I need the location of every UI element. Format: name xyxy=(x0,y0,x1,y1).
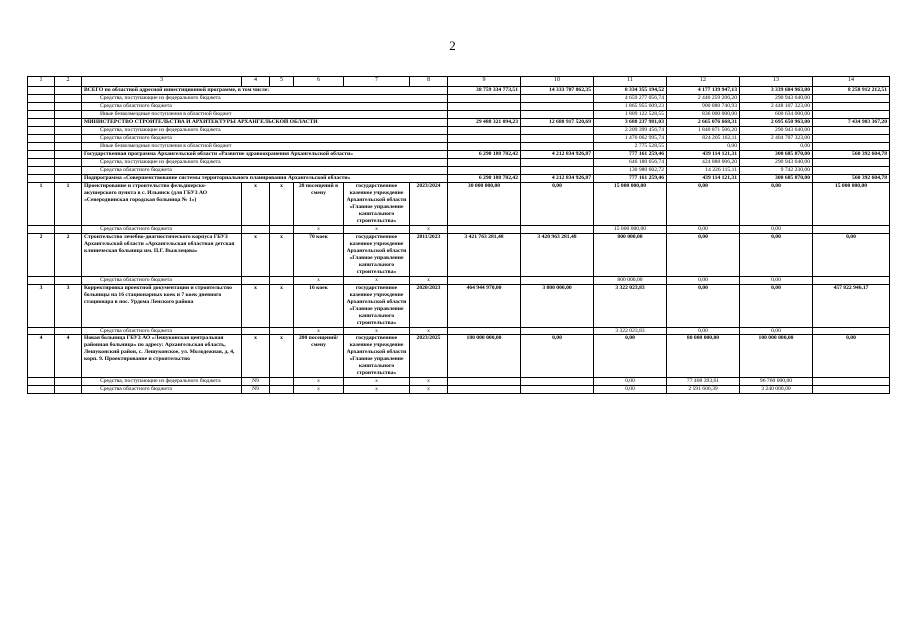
amount-cell: 824 205 162,11 xyxy=(667,134,740,142)
amount-cell xyxy=(448,386,521,394)
table-cell xyxy=(28,94,55,102)
capacity-cell: 16 коек xyxy=(294,284,344,327)
row-number: 4 xyxy=(55,335,82,378)
customer-cell: государственное казенное учреждение Архангельской области «Главное управление капитального строительства» xyxy=(344,335,410,378)
amount-cell xyxy=(448,94,521,102)
table-cell: x xyxy=(344,225,410,233)
row-label: Средства областного бюджета xyxy=(82,134,448,142)
amount-cell: 38 759 334 773,51 xyxy=(448,87,521,95)
investment-program-table xyxy=(27,76,890,394)
table-cell xyxy=(28,102,55,110)
amount-cell: 0,00 xyxy=(667,182,740,225)
amount-cell: 9 742 230,00 xyxy=(740,166,813,174)
amount-cell: 0,00 xyxy=(667,142,740,150)
amount-cell: 0,00 xyxy=(813,335,890,378)
amount-cell: 8 258 912 212,51 xyxy=(813,87,890,95)
table-cell xyxy=(28,327,55,335)
column-header: 14 xyxy=(813,77,890,87)
table-cell: x xyxy=(294,378,344,386)
table-row xyxy=(28,166,890,174)
amount-cell: 15 000 000,00 xyxy=(813,182,890,225)
amount-cell xyxy=(813,102,890,110)
row-number: 1 xyxy=(55,182,82,225)
amount-cell: 0,00 xyxy=(594,335,667,378)
table-cell xyxy=(270,386,294,394)
funding-source-label: Средства, поступающие из федерального бюджета xyxy=(82,378,242,386)
row-number: 2 xyxy=(55,233,82,276)
amount-cell xyxy=(813,110,890,118)
table-cell xyxy=(55,225,82,233)
amount-cell: 836 000 000,00 xyxy=(667,110,740,118)
funding-source-row xyxy=(28,276,890,284)
amount-cell: 800 000,00 xyxy=(594,276,667,284)
project-name: Новая больница ГБУЗ АО «Лешуконская центральная районная больница» по адресу: Архангельская область, Лешуконский район, с. Лешуконское, ул. Молодежная, д. 4, корп. 9. Проектирование и строительство xyxy=(82,335,242,378)
period-cell: 2011/2023 xyxy=(410,233,448,276)
amount-cell: 4 212 834 926,87 xyxy=(521,150,594,158)
amount-cell: 77 408 393,61 xyxy=(667,378,740,386)
amount-cell: 80 000 000,00 xyxy=(667,335,740,378)
amount-cell xyxy=(521,126,594,134)
column-header: 7 xyxy=(344,77,410,87)
amount-cell: 2 591 606,39 xyxy=(667,386,740,394)
amount-cell xyxy=(521,327,594,335)
table-cell: x xyxy=(410,386,448,394)
amount-cell: 0,00 xyxy=(667,284,740,327)
row-label: ВСЕГО по областной адресной инвестиционной программе, в том числе: xyxy=(82,87,448,95)
amount-cell: 4 659 277 056,74 xyxy=(594,94,667,102)
project-row xyxy=(28,335,890,378)
row-number: 3 xyxy=(55,284,82,327)
table-cell xyxy=(270,225,294,233)
table-cell xyxy=(55,276,82,284)
amount-cell: 0,00 xyxy=(667,327,740,335)
table-cell: x xyxy=(242,182,270,225)
amount-cell: 290 943 640,00 xyxy=(740,126,813,134)
amount-cell: 290 943 640,00 xyxy=(740,158,813,166)
table-cell xyxy=(55,110,82,118)
funding-source-label: Средства областного бюджета xyxy=(82,276,242,284)
amount-cell: 8 334 355 194,52 xyxy=(594,87,667,95)
column-header: 12 xyxy=(667,77,740,87)
amount-cell: 0,00 xyxy=(594,386,667,394)
table-cell xyxy=(55,174,82,182)
amount-cell xyxy=(448,166,521,174)
table-cell xyxy=(28,87,55,95)
amount-cell: 29 488 321 094,23 xyxy=(448,118,521,126)
amount-cell xyxy=(813,276,890,284)
table-cell xyxy=(28,134,55,142)
table-cell xyxy=(28,276,55,284)
table-cell xyxy=(55,386,82,394)
amount-cell: 2 665 076 668,31 xyxy=(667,118,740,126)
row-label: Средства, поступающие из федерального бюджета xyxy=(82,94,448,102)
table-cell: x xyxy=(344,276,410,284)
amount-cell xyxy=(521,134,594,142)
table-cell: x xyxy=(294,327,344,335)
table-row xyxy=(28,142,890,150)
amount-cell xyxy=(521,225,594,233)
amount-cell xyxy=(813,134,890,142)
amount-cell: 30 000 000,00 xyxy=(448,182,521,225)
amount-cell: 290 943 640,00 xyxy=(740,94,813,102)
row-number: 4 xyxy=(28,335,55,378)
column-header: 4 xyxy=(242,77,270,87)
amount-cell: 14 333 707 862,35 xyxy=(521,87,594,95)
amount-cell: 3 322 023,83 xyxy=(594,327,667,335)
amount-cell: 600 634 000,00 xyxy=(740,110,813,118)
table-cell xyxy=(28,386,55,394)
amount-cell xyxy=(448,134,521,142)
amount-cell: 3 322 023,83 xyxy=(594,284,667,327)
table-cell xyxy=(28,118,55,126)
amount-cell: 6 290 188 782,42 xyxy=(448,174,521,182)
table-cell: x xyxy=(242,335,270,378)
table-cell xyxy=(242,327,270,335)
amount-cell: 96 760 000,00 xyxy=(740,378,813,386)
amount-cell: 777 161 259,46 xyxy=(594,150,667,158)
amount-cell: 646 180 656,74 xyxy=(594,158,667,166)
table-cell xyxy=(28,150,55,158)
amount-cell xyxy=(813,166,890,174)
capacity-cell: 20 посещений в смену xyxy=(294,182,344,225)
table-cell: x xyxy=(294,225,344,233)
amount-cell xyxy=(813,142,890,150)
amount-cell: 464 944 970,00 xyxy=(448,284,521,327)
column-header: 8 xyxy=(410,77,448,87)
amount-cell: 439 114 121,31 xyxy=(667,174,740,182)
project-name: Строительство лечебно-диагностического корпуса ГБУЗ Архангельской области «Архангельская областная детская клиническая больница им. П.Г. Выжлецова» xyxy=(82,233,242,276)
table-cell xyxy=(28,126,55,134)
table-cell: x xyxy=(410,276,448,284)
amount-cell: 777 161 259,46 xyxy=(594,174,667,182)
table-cell: x xyxy=(344,386,410,394)
table-row xyxy=(28,102,890,110)
funding-source-row xyxy=(28,378,890,386)
funding-source-label: Средства областного бюджета xyxy=(82,386,242,394)
row-label: Средства, поступающие из федерального бюджета xyxy=(82,158,448,166)
amount-cell xyxy=(521,276,594,284)
amount-cell: 900 880 740,93 xyxy=(667,102,740,110)
amount-cell: 1 865 955 609,23 xyxy=(594,102,667,110)
amount-cell xyxy=(521,378,594,386)
row-label: Государственная программа Архангельской области «Развитие здравоохранения Архангельской области» xyxy=(82,150,448,158)
amount-cell: 457 822 946,17 xyxy=(813,284,890,327)
table-cell xyxy=(55,134,82,142)
column-header: 3 xyxy=(82,77,242,87)
table-cell: x xyxy=(294,386,344,394)
row-label: Иные безвозмездные поступления в областной бюджет xyxy=(82,142,448,150)
customer-cell: государственное казенное учреждение Архангельской области «Главное управление капитального строительства» xyxy=(344,182,410,225)
amount-cell xyxy=(813,94,890,102)
funding-source-row xyxy=(28,327,890,335)
amount-cell: 0,00 xyxy=(740,182,813,225)
column-number-row xyxy=(28,77,890,87)
table-row xyxy=(28,150,890,158)
table-cell xyxy=(28,110,55,118)
amount-cell: 3 339 684 963,00 xyxy=(740,87,813,95)
table-cell xyxy=(28,166,55,174)
amount-cell: 0,00 xyxy=(521,182,594,225)
table-row xyxy=(28,94,890,102)
table-cell: x xyxy=(410,225,448,233)
amount-cell: 0,00 xyxy=(740,327,813,335)
amount-cell: 0,00 xyxy=(740,276,813,284)
capacity-cell: 70 коек xyxy=(294,233,344,276)
table-cell xyxy=(55,87,82,95)
table-cell xyxy=(28,225,55,233)
amount-cell: 560 392 604,78 xyxy=(813,174,890,182)
column-header: 10 xyxy=(521,77,594,87)
amount-cell: 7 434 903 367,20 xyxy=(813,118,890,126)
amount-cell: 0,00 xyxy=(813,233,890,276)
funding-source-row xyxy=(28,225,890,233)
table-cell: x xyxy=(242,233,270,276)
column-header: 2 xyxy=(55,77,82,87)
funding-source-label: Средства областного бюджета xyxy=(82,327,242,335)
amount-cell: 1 476 062 995,74 xyxy=(594,134,667,142)
amount-cell xyxy=(448,378,521,386)
table-cell xyxy=(270,276,294,284)
amount-cell: 100 000 000,00 xyxy=(740,335,813,378)
amount-cell: 3 421 763 281,48 xyxy=(448,233,521,276)
project-name: Проектирование и строительство фельдшерско-акушерского пункта в с. Ильинск (для ГБУЗ АО «Северодвинская городская больница № 1») xyxy=(82,182,242,225)
table-row xyxy=(28,134,890,142)
table-cell xyxy=(55,166,82,174)
table-cell: x xyxy=(270,233,294,276)
amount-cell: 12 688 917 520,69 xyxy=(521,118,594,126)
row-number: 3 xyxy=(28,284,55,327)
amount-cell: 130 980 602,72 xyxy=(594,166,667,174)
table-cell: x xyxy=(410,327,448,335)
amount-cell: 2 404 707 323,00 xyxy=(740,134,813,142)
amount-cell xyxy=(521,110,594,118)
amount-cell: 15 000 000,00 xyxy=(594,225,667,233)
amount-cell: 300 685 870,00 xyxy=(740,174,813,182)
amount-cell: 15 000 000,00 xyxy=(594,182,667,225)
amount-cell: 560 392 604,78 xyxy=(813,150,890,158)
capacity-cell: 200 посещений/смену xyxy=(294,335,344,378)
amount-cell: 800 000,00 xyxy=(594,233,667,276)
period-cell: 2023/2024 xyxy=(410,182,448,225)
amount-cell: 3 688 237 981,03 xyxy=(594,118,667,126)
table-cell xyxy=(55,378,82,386)
row-label: Средства, поступающие из федерального бюджета xyxy=(82,126,448,134)
customer-cell: государственное казенное учреждение Архангельской области «Главное управление капитального строительства» xyxy=(344,233,410,276)
amount-cell: 0,00 xyxy=(594,378,667,386)
amount-cell: 1 809 122 528,55 xyxy=(594,110,667,118)
table-cell: x xyxy=(270,284,294,327)
amount-cell: 0,00 xyxy=(740,142,813,150)
amount-cell xyxy=(521,142,594,150)
column-header: 5 xyxy=(270,77,294,87)
amount-cell xyxy=(813,327,890,335)
amount-cell: 2 440 259 206,20 xyxy=(667,94,740,102)
amount-cell xyxy=(448,110,521,118)
amount-cell xyxy=(448,102,521,110)
amount-cell xyxy=(521,102,594,110)
amount-cell: 4 177 139 947,13 xyxy=(667,87,740,95)
row-label: Иные безвозмездные поступления в областной бюджет xyxy=(82,110,448,118)
table-cell: x xyxy=(270,182,294,225)
table-cell xyxy=(28,142,55,150)
table-cell: N9 xyxy=(242,378,270,386)
table-cell: x xyxy=(410,378,448,386)
table-cell xyxy=(28,174,55,182)
amount-cell xyxy=(448,327,521,335)
funding-source-row xyxy=(28,386,890,394)
table-row xyxy=(28,158,890,166)
amount-cell: 3 800 000,00 xyxy=(521,284,594,327)
amount-cell: 14 226 115,11 xyxy=(667,166,740,174)
amount-cell: 0,00 xyxy=(740,225,813,233)
amount-cell: 0,00 xyxy=(667,233,740,276)
funding-source-label: Средства областного бюджета xyxy=(82,225,242,233)
row-label: Средства областного бюджета xyxy=(82,102,448,110)
table-cell xyxy=(270,378,294,386)
table-cell: x xyxy=(344,327,410,335)
row-number: 2 xyxy=(28,233,55,276)
amount-cell: 0,00 xyxy=(740,233,813,276)
amount-cell xyxy=(448,158,521,166)
amount-cell xyxy=(813,225,890,233)
amount-cell: 180 000 000,00 xyxy=(448,335,521,378)
amount-cell: 2 695 650 963,00 xyxy=(740,118,813,126)
period-cell: 2023/2025 xyxy=(410,335,448,378)
table-cell xyxy=(242,225,270,233)
table-cell xyxy=(55,118,82,126)
amount-cell xyxy=(521,94,594,102)
amount-cell xyxy=(448,225,521,233)
amount-cell: 0,00 xyxy=(667,276,740,284)
amount-cell: 6 290 188 782,42 xyxy=(448,150,521,158)
amount-cell: 424 888 006,20 xyxy=(667,158,740,166)
table-cell: x xyxy=(294,276,344,284)
amount-cell: 1 840 871 506,20 xyxy=(667,126,740,134)
amount-cell: 0,00 xyxy=(667,225,740,233)
period-cell: 2020/2023 xyxy=(410,284,448,327)
table-cell xyxy=(28,158,55,166)
amount-cell xyxy=(813,158,890,166)
table-cell xyxy=(55,102,82,110)
amount-cell xyxy=(521,166,594,174)
table-cell xyxy=(55,158,82,166)
row-number: 1 xyxy=(28,182,55,225)
table-cell: N9 xyxy=(242,386,270,394)
amount-cell xyxy=(813,386,890,394)
amount-cell xyxy=(448,126,521,134)
table-cell xyxy=(55,327,82,335)
amount-cell xyxy=(448,142,521,150)
amount-cell xyxy=(521,158,594,166)
table-cell xyxy=(55,150,82,158)
table-cell xyxy=(55,126,82,134)
amount-cell: 300 685 870,00 xyxy=(740,150,813,158)
amount-cell: 439 114 121,31 xyxy=(667,150,740,158)
row-label: МИНИСТЕРСТВО СТРОИТЕЛЬСТВА И АРХИТЕКТУРЫ АРХАНГЕЛЬСКОЙ ОБЛАСТИ xyxy=(82,118,448,126)
table-cell xyxy=(55,142,82,150)
amount-cell: 0,00 xyxy=(740,284,813,327)
column-header: 6 xyxy=(294,77,344,87)
table-cell xyxy=(270,327,294,335)
column-header: 13 xyxy=(740,77,813,87)
table-cell: x xyxy=(270,335,294,378)
table-row xyxy=(28,174,890,182)
project-row xyxy=(28,182,890,225)
column-header: 11 xyxy=(594,77,667,87)
row-label: Подпрограмма «Совершенствование системы территориального планирования Архангельской области» xyxy=(82,174,448,182)
table-cell xyxy=(55,94,82,102)
table-cell: x xyxy=(344,378,410,386)
column-header: 9 xyxy=(448,77,521,87)
table-row xyxy=(28,87,890,95)
amount-cell: 4 212 834 926,87 xyxy=(521,174,594,182)
amount-cell: 2 209 399 456,74 xyxy=(594,126,667,134)
amount-cell: 2 775 528,55 xyxy=(594,142,667,150)
project-row xyxy=(28,284,890,327)
page-number: 2 xyxy=(449,38,456,53)
table-cell: x xyxy=(242,284,270,327)
row-label: Средства областного бюджета xyxy=(82,166,448,174)
table-cell xyxy=(242,276,270,284)
amount-cell: 3 240 000,00 xyxy=(740,386,813,394)
amount-cell: 0,00 xyxy=(521,335,594,378)
amount-cell xyxy=(813,126,890,134)
project-row xyxy=(28,233,890,276)
amount-cell xyxy=(813,378,890,386)
column-header: 1 xyxy=(28,77,55,87)
amount-cell: 3 420 963 281,48 xyxy=(521,233,594,276)
customer-cell: государственное казенное учреждение Архангельской области «Главное управление капитального строительства» xyxy=(344,284,410,327)
amount-cell xyxy=(521,386,594,394)
table-row xyxy=(28,110,890,118)
table-cell xyxy=(28,378,55,386)
amount-cell xyxy=(448,276,521,284)
table-row xyxy=(28,118,890,126)
project-name: Корректировка проектной документации и строительство больницы на 16 стационарных коек и 7 коек дневного стационара в пос. Урдома Ленского района xyxy=(82,284,242,327)
amount-cell: 2 448 107 323,00 xyxy=(740,102,813,110)
table-row xyxy=(28,126,890,134)
